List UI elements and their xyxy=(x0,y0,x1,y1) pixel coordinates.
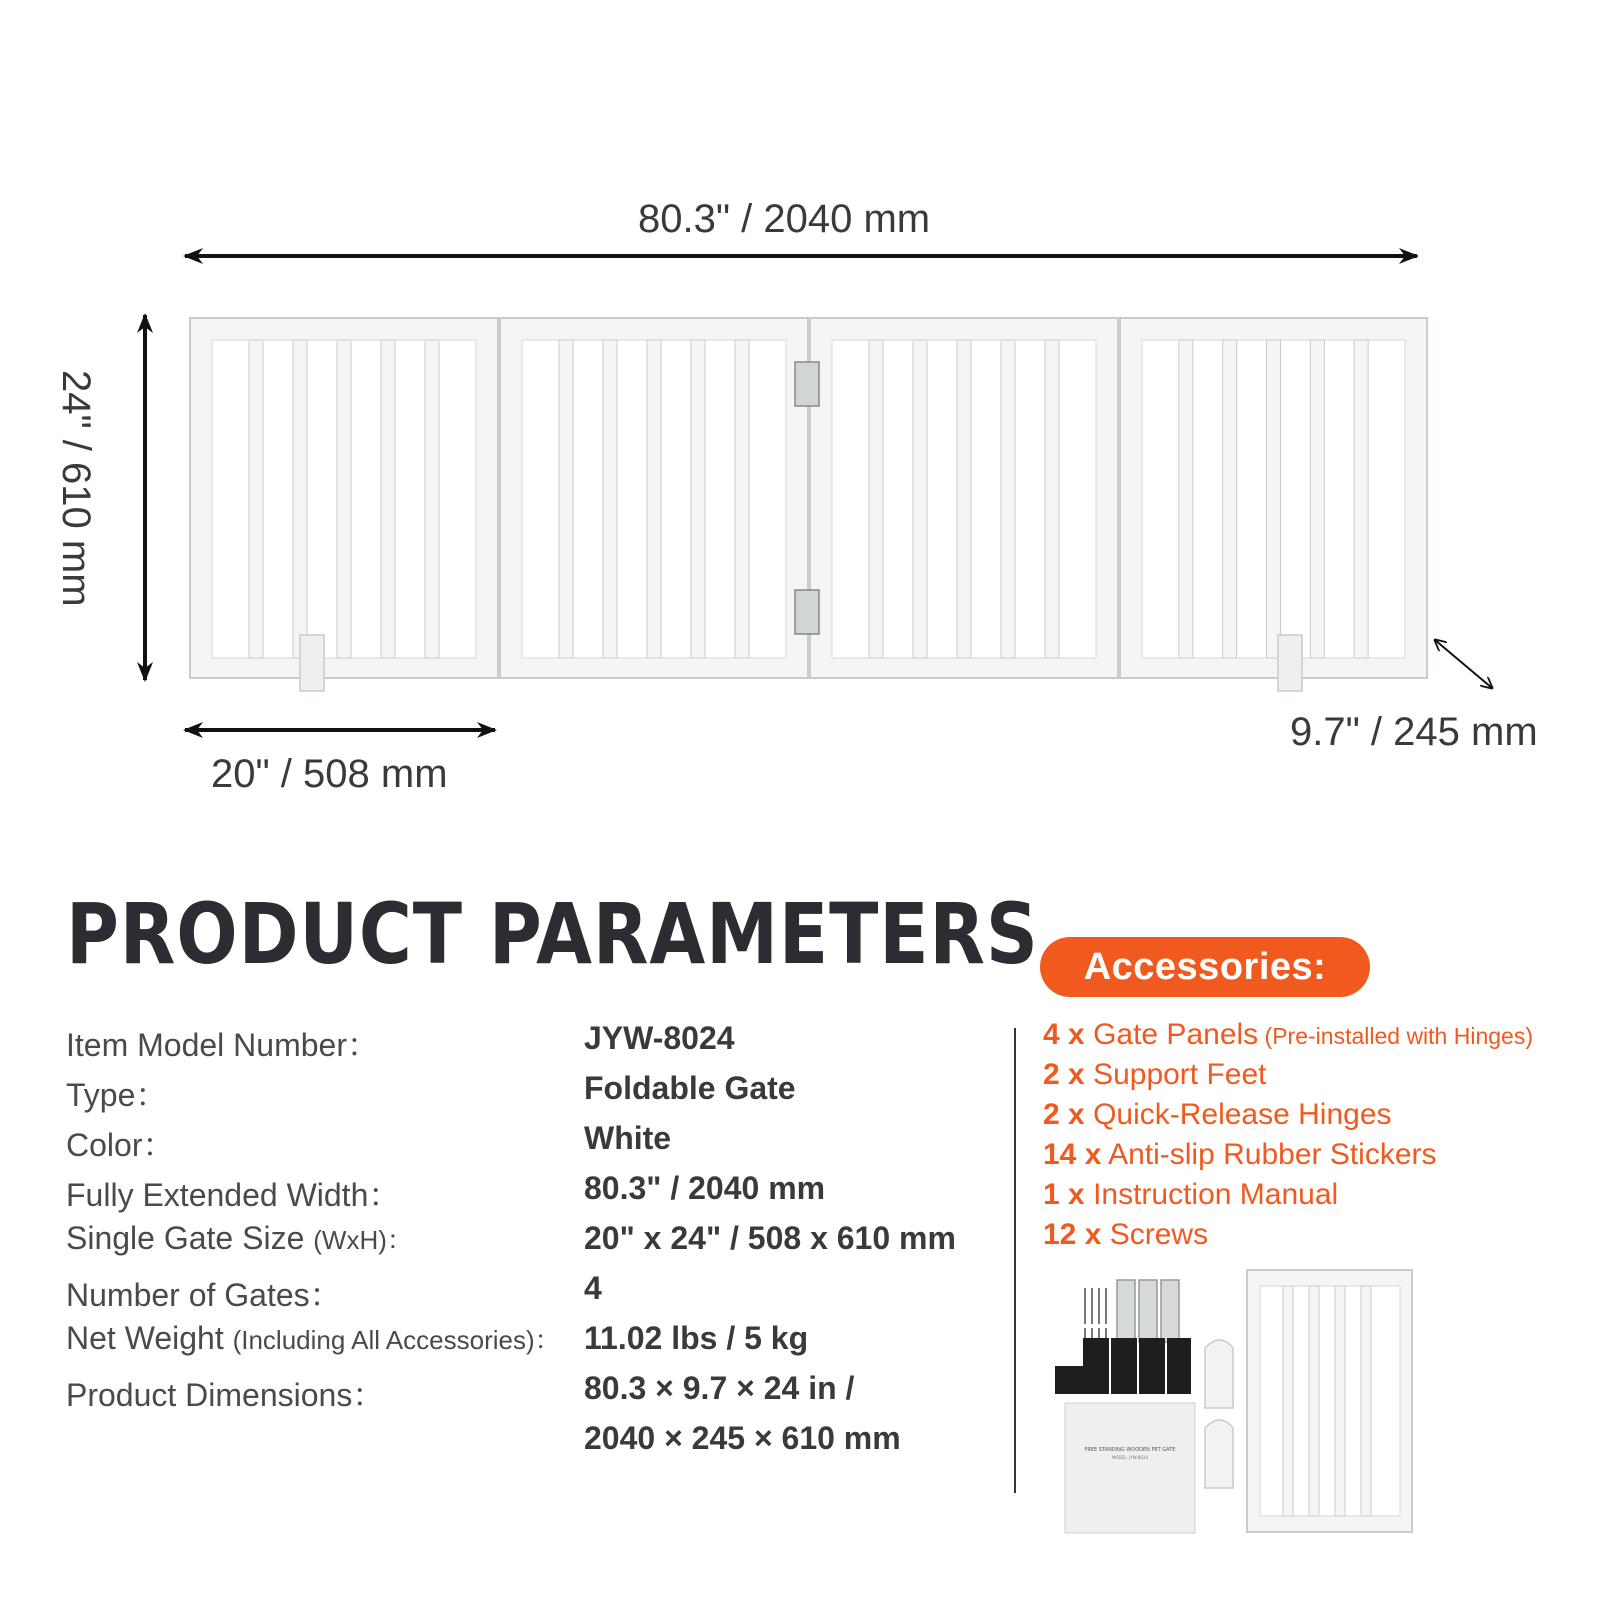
support-foot xyxy=(300,635,324,691)
param-label xyxy=(66,1120,174,1166)
gate-slat xyxy=(913,340,927,658)
gate-slat xyxy=(735,340,749,658)
param-label xyxy=(66,1220,413,1257)
accessory-item xyxy=(1043,1018,1533,1052)
accessory-name: Anti-slip Rubber Stickers xyxy=(1108,1138,1437,1171)
accessory-qty: 4 x xyxy=(1043,1018,1085,1051)
accessory-name: Screws xyxy=(1109,1218,1209,1251)
param-row xyxy=(66,1070,986,1120)
accessories-badge: Accessories: xyxy=(1040,937,1370,997)
accessory-name: Gate Panels xyxy=(1093,1018,1259,1051)
param-value: White xyxy=(584,1120,672,1156)
gate-slat xyxy=(1267,340,1281,658)
product-parameters-title: PRODUCT PARAMETERS xyxy=(66,885,1039,983)
accessory-qty: 2 x xyxy=(1043,1098,1085,1131)
gate-slat xyxy=(869,340,883,658)
param-row xyxy=(66,1370,986,1420)
screws-icon xyxy=(1085,1288,1106,1346)
param-row xyxy=(66,1120,986,1170)
accessory-qty: 2 x xyxy=(1043,1058,1085,1091)
param-label xyxy=(66,1020,379,1066)
accessory-name: Instruction Manual xyxy=(1093,1178,1339,1211)
param-label-text: Product Dimensions： xyxy=(66,1377,385,1413)
param-row xyxy=(66,1320,986,1370)
param-value: 80.3 × 9.7 × 24 in / xyxy=(584,1370,855,1406)
gate-slat xyxy=(1045,340,1059,658)
accessory-item xyxy=(1043,1058,1267,1092)
param-value: 11.02 lbs / 5 kg xyxy=(584,1320,809,1356)
accessory-name: Quick-Release Hinges xyxy=(1093,1098,1392,1131)
gate-slat xyxy=(647,340,661,658)
hinge-icon xyxy=(795,590,819,634)
param-label-text: Type： xyxy=(66,1077,168,1113)
rubber-stickers-icon xyxy=(1055,1338,1191,1394)
accessory-qty: 14 x xyxy=(1043,1138,1102,1171)
depth-arrow xyxy=(1435,640,1492,688)
support-foot xyxy=(1278,635,1302,691)
gate-slat xyxy=(603,340,617,658)
gate-panel-icon xyxy=(1247,1270,1412,1532)
accessory-item xyxy=(1043,1138,1437,1172)
param-value: 20" x 24" / 508 x 610 mm xyxy=(584,1220,956,1256)
param-value: JYW-8024 xyxy=(584,1020,735,1056)
param-label-text: Item Model Number： xyxy=(66,1027,379,1063)
gate-slat xyxy=(1001,340,1015,658)
param-label-text: Single Gate Size xyxy=(66,1220,314,1256)
accessories-image xyxy=(1055,1268,1440,1538)
height-dimension-label: 24" / 610 mm xyxy=(54,370,98,607)
param-label xyxy=(66,1170,400,1216)
param-row xyxy=(66,1420,986,1470)
param-label-note: (Including All Accessories)： xyxy=(232,1325,561,1355)
accessory-item xyxy=(1043,1218,1208,1252)
gate-slat xyxy=(957,340,971,658)
hinge-icon xyxy=(795,362,819,406)
gate-slat xyxy=(1310,340,1324,658)
accessory-qty: 12 x xyxy=(1043,1218,1102,1251)
accessory-item xyxy=(1043,1098,1392,1132)
support-feet-icon xyxy=(1205,1340,1233,1488)
gate-slat xyxy=(559,340,573,658)
param-label-text: Net Weight xyxy=(66,1320,233,1356)
param-label-text: Fully Extended Width： xyxy=(66,1177,401,1213)
width-dimension-label: 80.3" / 2040 mm xyxy=(638,197,931,241)
param-row xyxy=(66,1170,986,1220)
param-label xyxy=(66,1270,342,1316)
gate-slat xyxy=(425,340,439,658)
param-label xyxy=(66,1070,167,1116)
accessory-name: Support Feet xyxy=(1093,1058,1267,1091)
param-row xyxy=(66,1220,986,1270)
gate-slat xyxy=(1179,340,1193,658)
gate-slat xyxy=(293,340,307,658)
manual-title: FREE STANDING WOODEN PET GATE xyxy=(1084,1447,1176,1453)
accessories-divider xyxy=(1014,1028,1016,1493)
accessory-note: (Pre-installed with Hinges) xyxy=(1258,1023,1533,1049)
param-value: 4 xyxy=(584,1270,602,1306)
hinges-icon xyxy=(1117,1280,1179,1342)
param-label-text: Number of Gates： xyxy=(66,1277,342,1313)
gate-slat xyxy=(1354,340,1368,658)
gate-slat xyxy=(249,340,263,658)
depth-dimension-label: 9.7" / 245 mm xyxy=(1290,710,1538,754)
gate-panels xyxy=(190,318,1427,691)
gate-slat xyxy=(337,340,351,658)
param-row xyxy=(66,1270,986,1320)
instruction-manual-icon xyxy=(1065,1403,1195,1533)
accessory-item xyxy=(1043,1178,1338,1212)
param-label xyxy=(66,1370,384,1416)
param-row xyxy=(66,1020,986,1070)
param-value: Foldable Gate xyxy=(584,1070,796,1106)
gate-slat xyxy=(691,340,705,658)
gate-slat xyxy=(1223,340,1237,658)
param-label-text: Color： xyxy=(66,1127,175,1163)
manual-model: MODEL: JYW-8024 xyxy=(1111,1455,1149,1460)
param-value: 2040 × 245 × 610 mm xyxy=(584,1420,901,1456)
gate-slat xyxy=(381,340,395,658)
accessory-qty: 1 x xyxy=(1043,1178,1085,1211)
param-label-note: (WxH)： xyxy=(313,1225,413,1255)
param-value: 80.3" / 2040 mm xyxy=(584,1170,826,1206)
panel-width-dimension-label: 20" / 508 mm xyxy=(211,752,448,796)
param-label xyxy=(66,1320,561,1357)
